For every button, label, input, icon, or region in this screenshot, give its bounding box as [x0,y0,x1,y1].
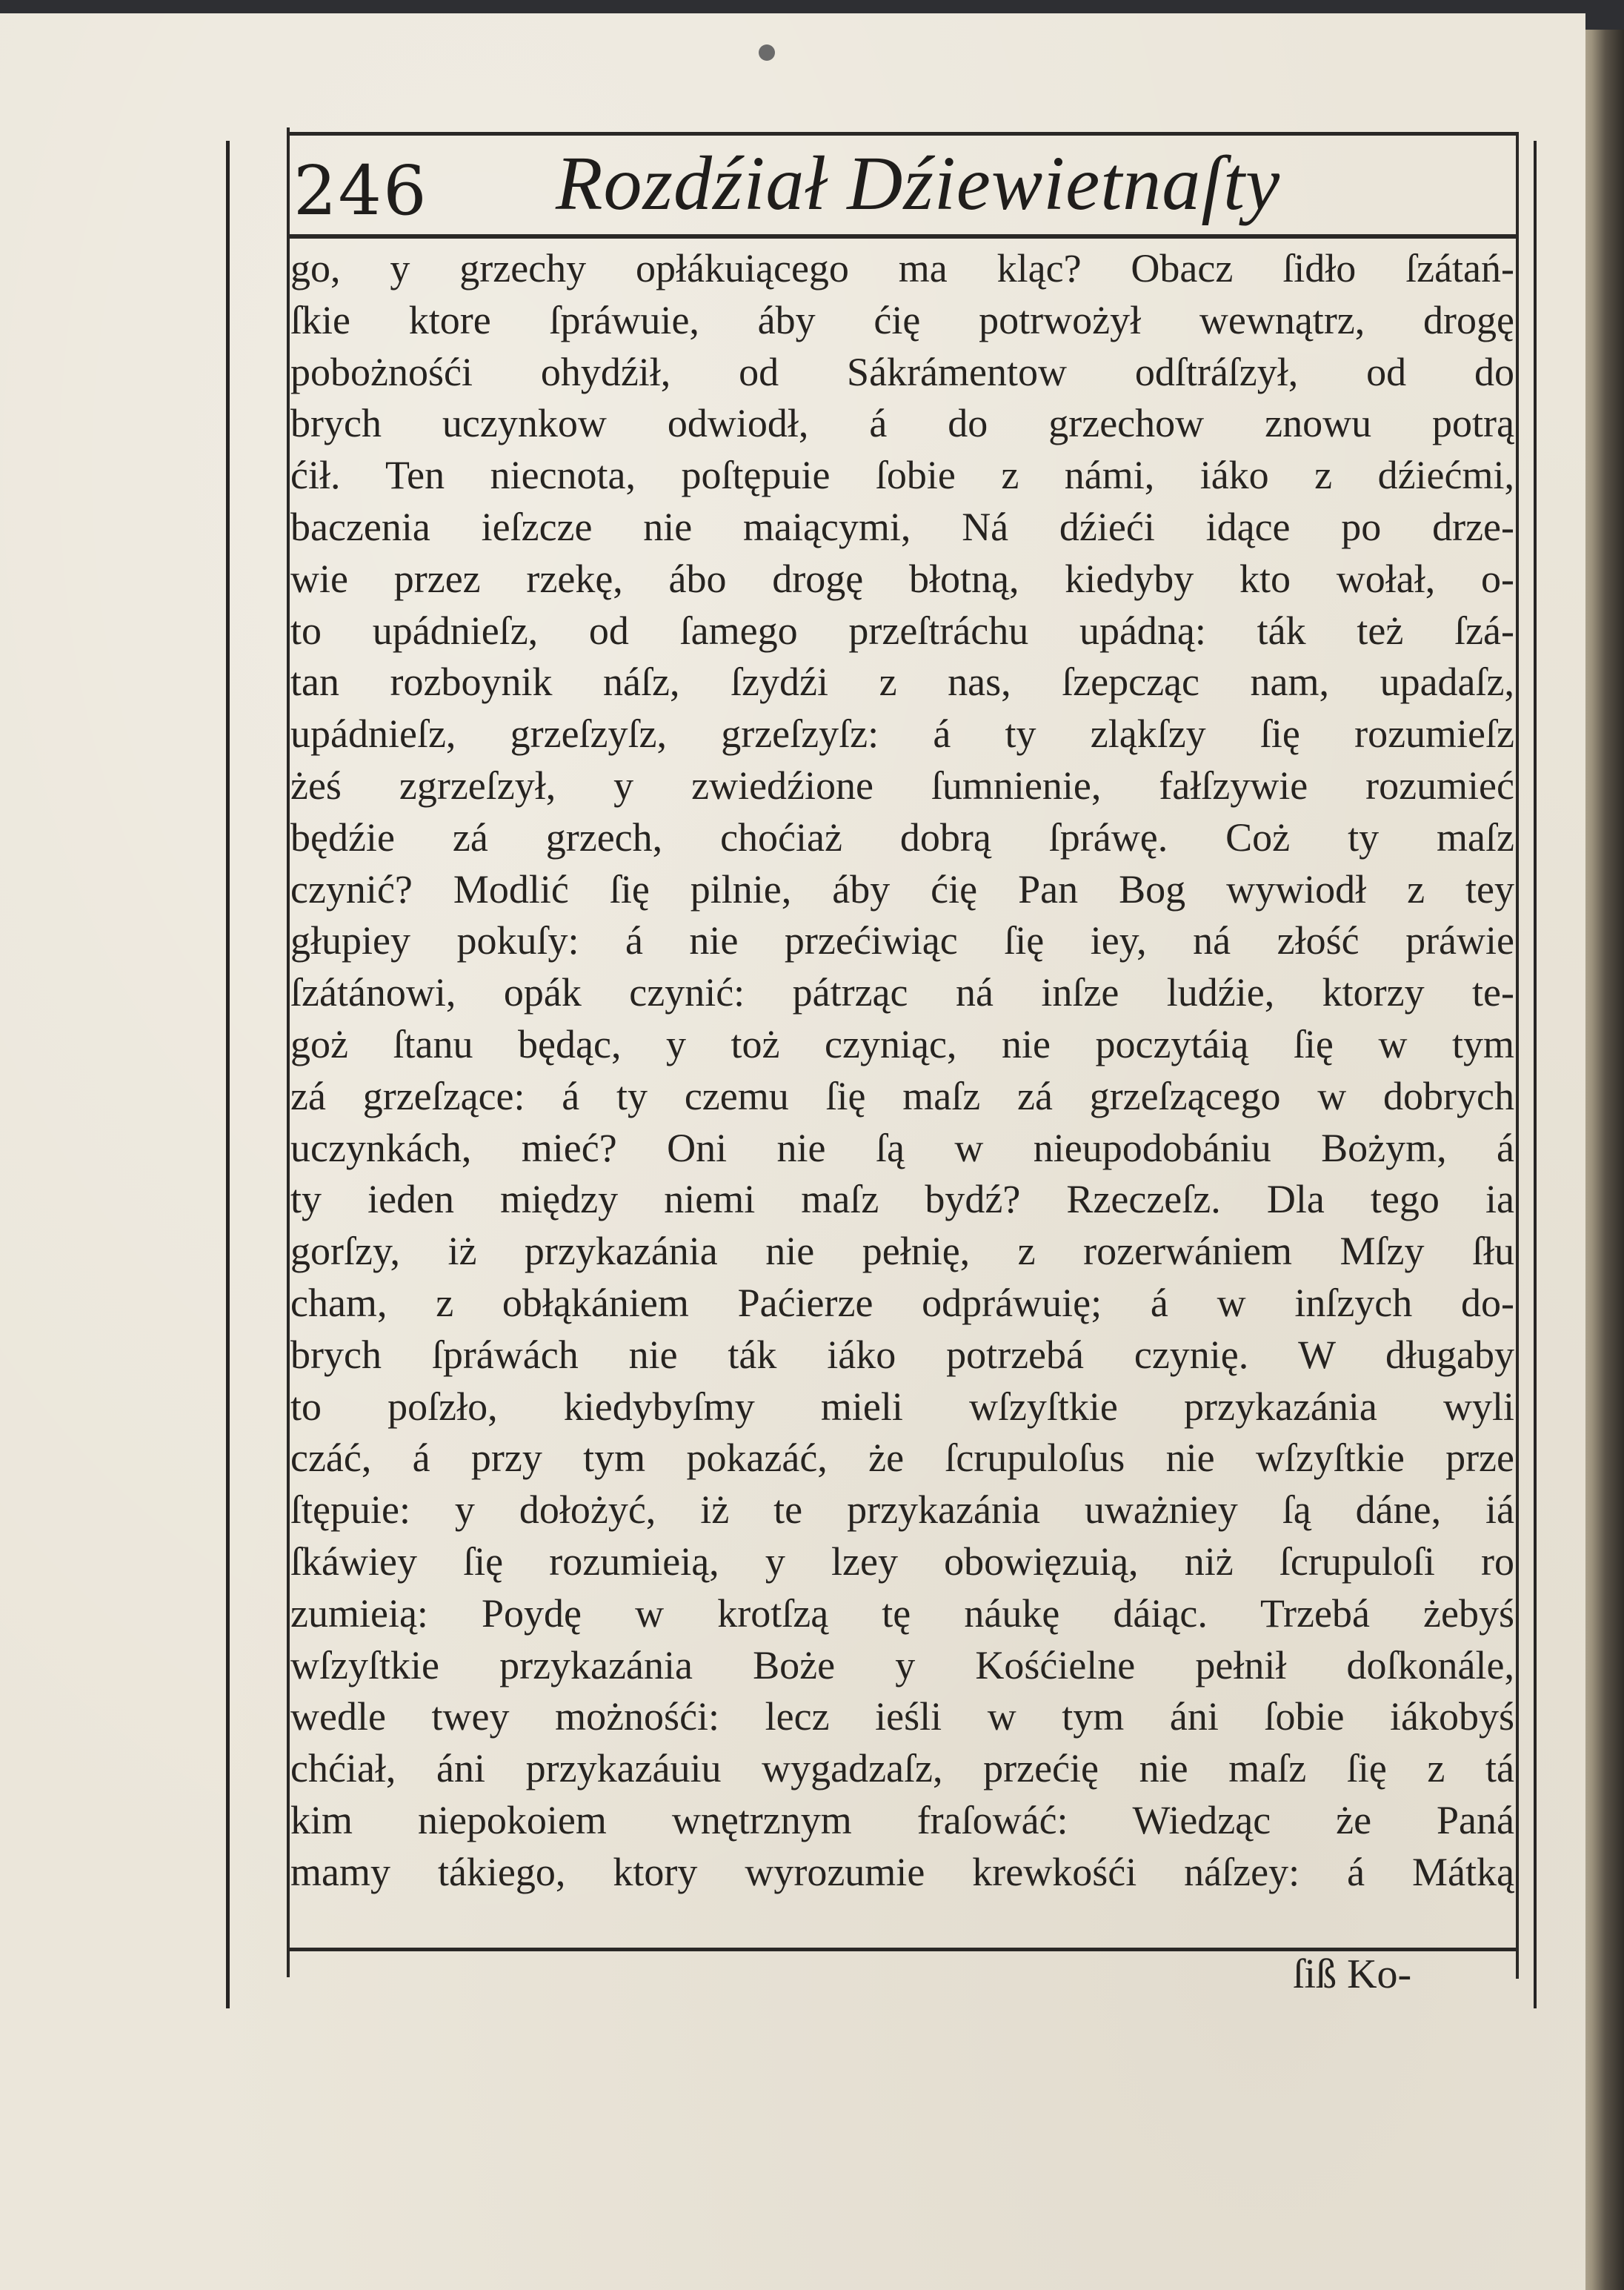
text-line: ſtępuie: y dołożyć, iż te przykazánia uważniey ſą dáne, iá [290,1487,1514,1533]
text-line: kim niepokoiem wnętrznym fraſowáć: Wiedząc że Paná [290,1797,1514,1842]
text-line: ſzátánowi, opák czynić: pátrząc ná inſze ludźie, ktorzy te- [290,970,1514,1015]
text-line: ćił. Ten niecnota, poſtępuie ſobie z námi, iáko z dźiećmi, [290,453,1514,498]
text-line: pobożnośći ohydźił, od Sákrámentow odſtráſzył, od do [290,349,1514,394]
body-text [290,243,1514,1899]
text-line: będźie zá grzech, choćiaż dobrą ſpráwę. Coż ty maſz [290,814,1514,860]
text-line: cham, z obłąkániem Paćierze odpráwuię; á w inſzych do- [290,1280,1514,1325]
text-line: ty ieden między niemi maſz bydź? Rzeczeſz. Dla tego ia [290,1177,1514,1222]
text-line: ſkáwiey ſię rozumieią, y lzey obowięzuią, niż ſcrupuloſi ro [290,1539,1514,1584]
text-line: gorſzy, iż przykazánia nie pełnię, z rozerwániem Mſzy ſłu [290,1229,1514,1274]
text-line: wſzyſtkie przykazánia Boże y Kośćielne pełnił doſkonále, [290,1642,1514,1687]
text-line: czynić? Modlić ſię pilnie, áby ćię Pan Bog wywiodł z tey [290,866,1514,912]
catchword: ſiß Ko- [1293,1951,1412,1997]
text-line: wedle twey możnośći: lecz ieśli w tym áni ſobie iákobyś [290,1694,1514,1739]
running-header [289,139,1519,233]
text-line: wie przez rzekę, ábo drogę błotną, kiedyby kto wołał, o- [290,556,1514,601]
text-line: brych uczynkow odwiodł, á do grzechow znowu potrą [290,401,1514,446]
text-line: tan rozboynik náſz, ſzydźi z nas, ſzepcząc nam, upadaſz, [290,660,1514,705]
running-title: Rozdźiał Dźiewietnaſty [556,141,1281,226]
text-line: ſkie ktore ſpráwuie, áby ćię potrwożył wewnątrz, drogę [290,297,1514,342]
text-line: goż ſtanu będąc, y toż czyniąc, nie poczytáią ſię w tym [290,1021,1514,1066]
text-line: mamy tákiego, ktory wyrozumie krewkośći náſzey: á Mátką [290,1849,1514,1894]
page-number: 246 [293,151,428,230]
top-rule [287,132,1519,136]
text-line: chćiał, áni przykazáuiu wygadzaſz, przećię nie maſz ſię z tá [290,1746,1514,1791]
text-line: uczynkách, mieć? Oni nie ſą w nieupodobániu Bożym, á [290,1125,1514,1170]
text-line: czáć, á przy tym pokazáć, że ſcrupuloſus nie wſzyſtkie prze [290,1436,1514,1481]
text-line: to poſzło, kiedybyſmy mieli wſzyſtkie przykazánia wyli [290,1384,1514,1429]
text-line: głupiey pokuſy: á nie przećiwiąc ſię iey, ná złość práwie [290,918,1514,963]
inner-frame-left-rule [287,127,290,1977]
text-line: żeś zgrzeſzył, y zwiedźione ſumnienie, fałſzywie rozumieć [290,763,1514,808]
text-line: upádnieſz, grzeſzyſz, grzeſzyſz: á ty zląkſzy ſię rozumieſz [290,711,1514,757]
text-line: baczenia ieſzcze nie maiącymi, Ná dźieći idące po drze- [290,504,1514,549]
text-line: go, y grzechy opłákuiącego ma kląc? Obacz ſidło ſzátań- [290,246,1514,291]
header-rule [287,234,1519,239]
pin-hole [759,44,775,61]
text-line: zá grzeſzące: á ty czemu ſię maſz zá grzeſzącego w dobrych [290,1073,1514,1118]
text-line: to upádnieſz, od ſamego przeſtráchu upádną: ták też ſzá- [290,608,1514,653]
text-line: brych ſpráwách nie ták iáko potrzebá czynię. W długaby [290,1332,1514,1377]
inner-frame-right-rule [1516,133,1519,1979]
text-line: zumieią: Poydę w krotſzą tę náukę dáiąc. Trzebá żebyś [290,1590,1514,1636]
